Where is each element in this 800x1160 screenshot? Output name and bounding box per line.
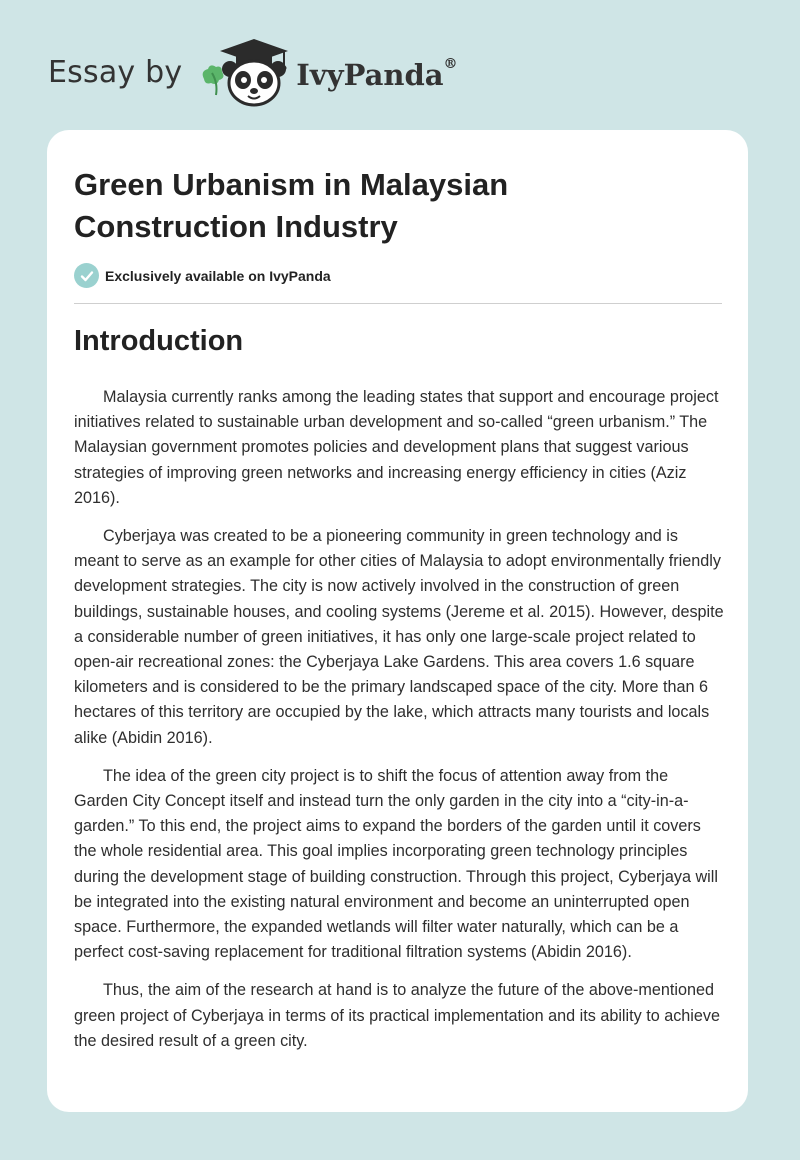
paragraph: The idea of the green city project is to shift the focus of attention away from the Garden City Concept itself and instead turn the only garden in the city into a “city-in-a-garden.” To this end, the project aims to expand the borders of the garden until it covers the whole residential area. This goal implies incorporating green technology principles during the development stage of building construction. Through this project, Cyberjaya will be integrated into the existing natural environment and become an uninterrupted open space. Furthermore, the expanded wetlands will filter water naturally, which can be a perfect cost-saving replacement for traditional filtration systems (Abidin 2016). xyxy=(74,766,718,962)
check-circle-icon xyxy=(74,263,99,288)
site-header xyxy=(48,34,458,110)
panda-graduate-icon xyxy=(198,35,290,109)
divider xyxy=(74,303,722,304)
article-body xyxy=(74,385,724,1067)
essay-by-label: Essay by xyxy=(48,54,183,90)
paragraph: Malaysia currently ranks among the leading states that support and encourage project initiatives related to sustainable urban development and so-called “green urbanism.” The Malaysian government promotes policies and development plans that suggest various strategies of improving green networks and increasing energy efficiency in cities (Aziz 2016). xyxy=(74,388,719,507)
ivypanda-logo[interactable] xyxy=(198,35,457,109)
paragraph: Cyberjaya was created to be a pioneering community in green technology and is meant to serve as an example for other cities of Malaysia to adopt environmentally friendly development strategies. The city is now actively involved in the construction of green buildings, sustainable houses, and cooling systems (Jereme et al. 2015). However, despite a considerable number of green initiatives, it has only one large-scale project related to open-air recreational zones: the Cyberjaya Lake Gardens. This area covers 1.6 square kilometers and is considered to be the primary landscaped space of the city. More than 6 hectares of this territory are occupied by the lake, which attracts many tourists and locals alike (Abidin 2016). xyxy=(74,527,724,747)
article-card xyxy=(47,130,748,1112)
trademark-symbol: ® xyxy=(443,56,458,72)
section-title: Introduction xyxy=(74,325,244,357)
paragraph: Thus, the aim of the research at hand is to analyze the future of the above-mentioned green project of Cyberjaya in terms of its practical implementation and its ability to achieve the desired result of a green city. xyxy=(74,981,721,1050)
exclusive-badge-label: Exclusively available on IvyPanda xyxy=(105,267,331,284)
brand-name: IvyPanda® xyxy=(296,56,458,92)
exclusive-badge xyxy=(74,263,331,288)
page-title: Green Urbanism in Malaysian Construction Industry xyxy=(74,167,509,244)
